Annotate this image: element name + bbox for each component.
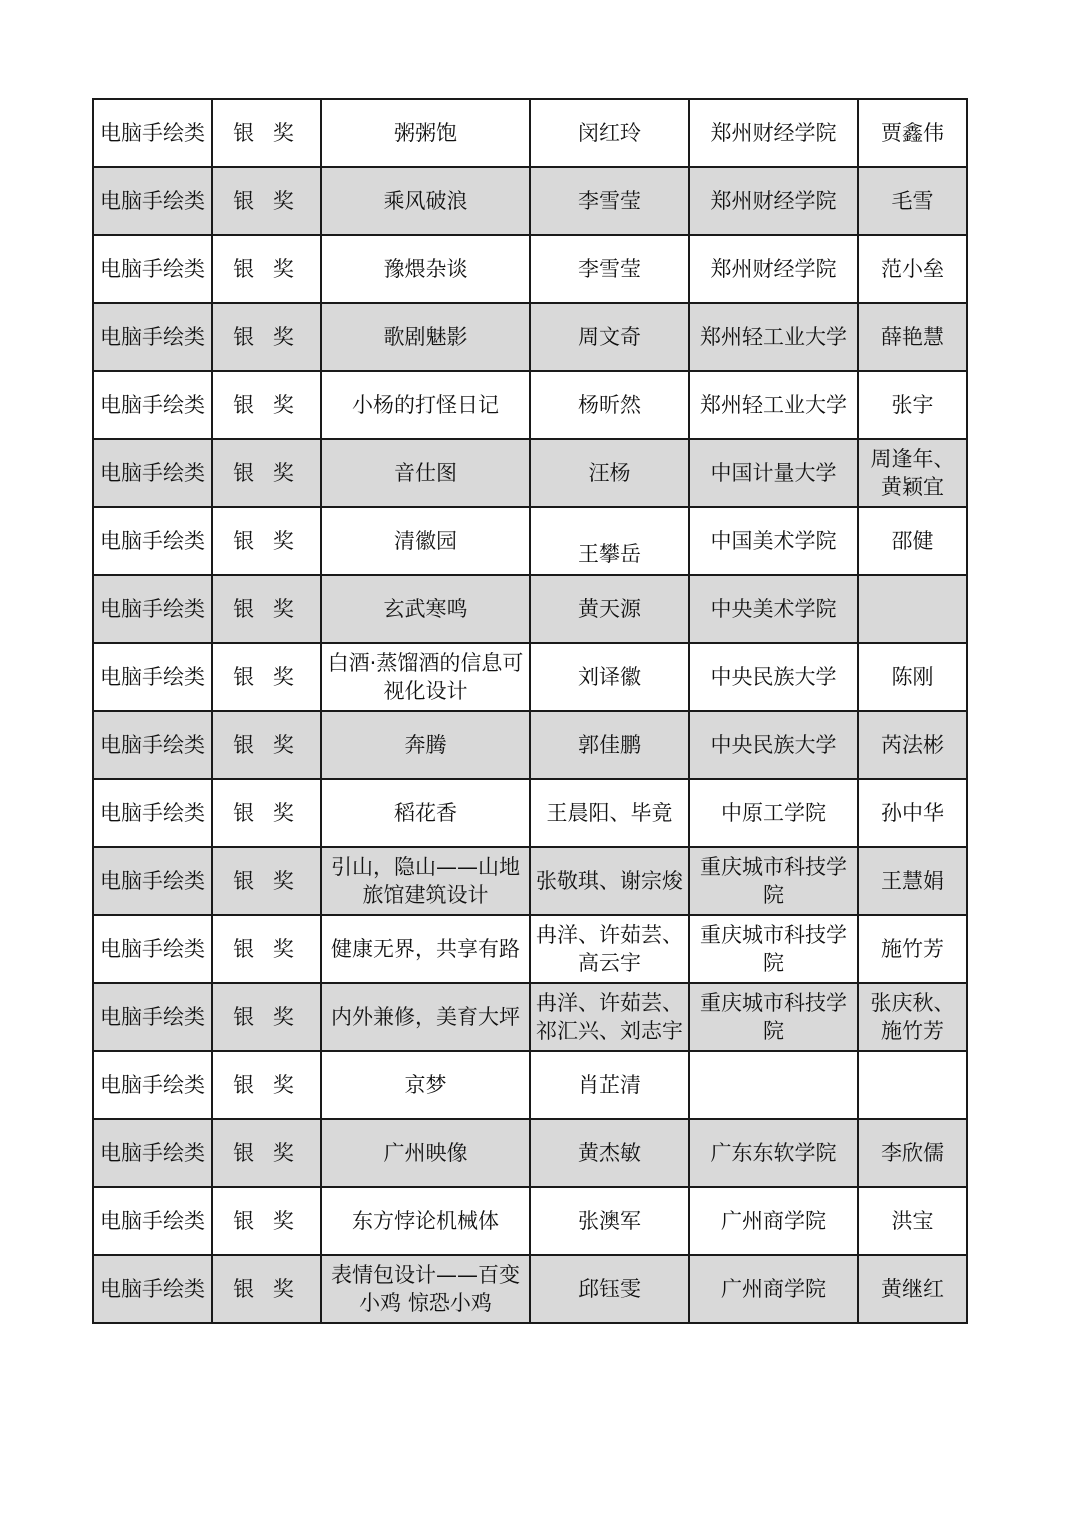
table-row — [93, 1255, 967, 1323]
category-cell: 电脑手绘类 — [93, 1051, 212, 1119]
school-cell: 中央民族大学 — [689, 643, 858, 711]
award-cell: 银 奖 — [212, 439, 321, 507]
category-cell: 电脑手绘类 — [93, 303, 212, 371]
author-cell: 冉洋、许茹芸、高云宇 — [530, 915, 689, 983]
work-title-cell: 奔腾 — [321, 711, 530, 779]
category-cell: 电脑手绘类 — [93, 847, 212, 915]
award-cell: 银 奖 — [212, 303, 321, 371]
category-cell: 电脑手绘类 — [93, 711, 212, 779]
teacher-cell: 李欣儒 — [858, 1119, 967, 1187]
work-title-cell: 健康无界，共享有路 — [321, 915, 530, 983]
school-cell: 中国计量大学 — [689, 439, 858, 507]
award-cell: 银 奖 — [212, 915, 321, 983]
award-cell: 银 奖 — [212, 847, 321, 915]
award-cell: 银 奖 — [212, 235, 321, 303]
award-cell: 银 奖 — [212, 507, 321, 575]
table-row — [93, 371, 967, 439]
award-cell: 银 奖 — [212, 711, 321, 779]
category-cell: 电脑手绘类 — [93, 167, 212, 235]
work-title-cell: 内外兼修，美育大坪 — [321, 983, 530, 1051]
award-cell: 银 奖 — [212, 371, 321, 439]
work-title-cell: 豫煨杂谈 — [321, 235, 530, 303]
table-row — [93, 507, 967, 575]
school-cell: 中国美术学院 — [689, 507, 858, 575]
teacher-cell: 张宇 — [858, 371, 967, 439]
table-row — [93, 575, 967, 643]
category-cell: 电脑手绘类 — [93, 235, 212, 303]
school-cell: 重庆城市科技学院 — [689, 983, 858, 1051]
teacher-cell: 施竹芳 — [858, 915, 967, 983]
awards-table — [92, 98, 968, 1324]
work-title-cell: 乘风破浪 — [321, 167, 530, 235]
award-cell: 银 奖 — [212, 1119, 321, 1187]
author-cell: 李雪莹 — [530, 167, 689, 235]
table-row — [93, 847, 967, 915]
teacher-cell: 毛雪 — [858, 167, 967, 235]
author-cell: 黄杰敏 — [530, 1119, 689, 1187]
category-cell: 电脑手绘类 — [93, 779, 212, 847]
author-cell: 李雪莹 — [530, 235, 689, 303]
teacher-cell: 王慧娟 — [858, 847, 967, 915]
author-cell: 郭佳鹏 — [530, 711, 689, 779]
author-text: 王攀岳 — [578, 542, 641, 566]
table-row — [93, 779, 967, 847]
school-cell: 郑州财经学院 — [689, 235, 858, 303]
award-cell: 银 奖 — [212, 99, 321, 167]
author-cell: 闵红玲 — [530, 99, 689, 167]
work-title-cell: 清徽园 — [321, 507, 530, 575]
category-cell: 电脑手绘类 — [93, 1255, 212, 1323]
table-row — [93, 439, 967, 507]
school-cell: 郑州财经学院 — [689, 167, 858, 235]
school-cell: 重庆城市科技学院 — [689, 847, 858, 915]
work-title-cell: 表情包设计——百变小鸡 惊恐小鸡 — [321, 1255, 530, 1323]
author-cell: 黄天源 — [530, 575, 689, 643]
author-cell: 邱钰雯 — [530, 1255, 689, 1323]
work-title-cell: 广州映像 — [321, 1119, 530, 1187]
teacher-cell: 黄继红 — [858, 1255, 967, 1323]
award-cell: 银 奖 — [212, 1255, 321, 1323]
teacher-cell: 贾鑫伟 — [858, 99, 967, 167]
school-cell: 广州商学院 — [689, 1187, 858, 1255]
teacher-cell: 邵健 — [858, 507, 967, 575]
author-cell: 张澳军 — [530, 1187, 689, 1255]
teacher-cell: 周逢年、黄颖宜 — [858, 439, 967, 507]
work-title-cell: 稻花香 — [321, 779, 530, 847]
work-title-cell: 东方悖论机械体 — [321, 1187, 530, 1255]
work-title-cell: 粥粥饱 — [321, 99, 530, 167]
author-cell: 张敬琪、谢宗焌 — [530, 847, 689, 915]
table-row — [93, 303, 967, 371]
work-title-cell: 引山，隐山——山地旅馆建筑设计 — [321, 847, 530, 915]
teacher-cell: 范小垒 — [858, 235, 967, 303]
table-row — [93, 711, 967, 779]
category-cell: 电脑手绘类 — [93, 915, 212, 983]
table-row — [93, 1187, 967, 1255]
teacher-cell: 张庆秋、施竹芳 — [858, 983, 967, 1051]
author-cell: 汪杨 — [530, 439, 689, 507]
school-cell: 中央民族大学 — [689, 711, 858, 779]
school-cell: 中央美术学院 — [689, 575, 858, 643]
work-title-cell: 歌剧魅影 — [321, 303, 530, 371]
table-row — [93, 1119, 967, 1187]
work-title-cell: 音仕图 — [321, 439, 530, 507]
teacher-cell — [858, 575, 967, 643]
award-cell: 银 奖 — [212, 643, 321, 711]
category-cell: 电脑手绘类 — [93, 439, 212, 507]
teacher-cell: 薛艳慧 — [858, 303, 967, 371]
author-cell: 冉洋、许茹芸、祁汇兴、刘志宇 — [530, 983, 689, 1051]
teacher-cell — [858, 1051, 967, 1119]
table-row — [93, 915, 967, 983]
table-row — [93, 167, 967, 235]
category-cell: 电脑手绘类 — [93, 371, 212, 439]
teacher-cell: 洪宝 — [858, 1187, 967, 1255]
school-cell: 重庆城市科技学院 — [689, 915, 858, 983]
category-cell: 电脑手绘类 — [93, 575, 212, 643]
author-cell: 杨昕然 — [530, 371, 689, 439]
table-row — [93, 643, 967, 711]
author-cell: 肖芷清 — [530, 1051, 689, 1119]
teacher-cell: 芮法彬 — [858, 711, 967, 779]
category-cell: 电脑手绘类 — [93, 643, 212, 711]
award-cell: 银 奖 — [212, 167, 321, 235]
teacher-cell: 孙中华 — [858, 779, 967, 847]
school-cell: 郑州轻工业大学 — [689, 371, 858, 439]
table-row — [93, 1051, 967, 1119]
award-cell: 银 奖 — [212, 983, 321, 1051]
category-cell: 电脑手绘类 — [93, 1119, 212, 1187]
work-title-cell: 小杨的打怪日记 — [321, 371, 530, 439]
school-cell: 郑州财经学院 — [689, 99, 858, 167]
work-title-cell: 玄武寒鸣 — [321, 575, 530, 643]
table-row — [93, 99, 967, 167]
category-cell: 电脑手绘类 — [93, 983, 212, 1051]
author-cell: 周文奇 — [530, 303, 689, 371]
author-cell: 刘译徽 — [530, 643, 689, 711]
award-cell: 银 奖 — [212, 779, 321, 847]
author-cell — [530, 507, 689, 575]
school-cell — [689, 1051, 858, 1119]
table-row — [93, 235, 967, 303]
teacher-cell: 陈刚 — [858, 643, 967, 711]
category-cell: 电脑手绘类 — [93, 507, 212, 575]
award-cell: 银 奖 — [212, 575, 321, 643]
school-cell: 广州商学院 — [689, 1255, 858, 1323]
category-cell: 电脑手绘类 — [93, 99, 212, 167]
school-cell: 广东东软学院 — [689, 1119, 858, 1187]
work-title-cell: 京梦 — [321, 1051, 530, 1119]
school-cell: 中原工学院 — [689, 779, 858, 847]
category-cell: 电脑手绘类 — [93, 1187, 212, 1255]
school-cell: 郑州轻工业大学 — [689, 303, 858, 371]
work-title-cell: 白酒·蒸馏酒的信息可视化设计 — [321, 643, 530, 711]
award-cell: 银 奖 — [212, 1051, 321, 1119]
award-cell: 银 奖 — [212, 1187, 321, 1255]
table-row — [93, 983, 967, 1051]
author-cell: 王晨阳、毕竟 — [530, 779, 689, 847]
